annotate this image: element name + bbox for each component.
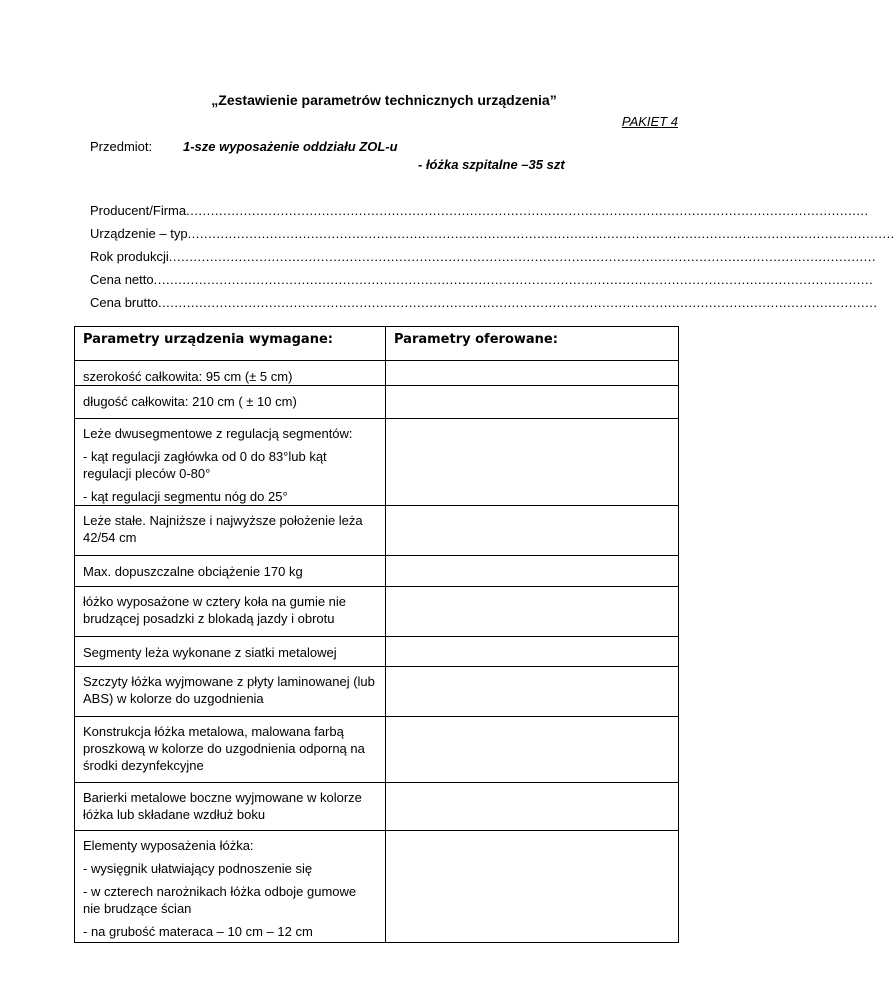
field-label: Urządzenie – typ xyxy=(90,226,188,241)
table-header-row xyxy=(75,327,679,361)
field-producer: Producent/Firma...................................................................................................................................................................... xyxy=(90,203,869,218)
subject-quantity: - łóżka szpitalne –35 szt xyxy=(418,157,565,172)
param-text: długość całkowita: 210 cm ( ± 10 cm) xyxy=(83,394,297,409)
offered-cell[interactable] xyxy=(386,419,679,506)
offered-cell[interactable] xyxy=(386,717,679,783)
offered-cell[interactable] xyxy=(386,386,679,419)
param-text: - w czterech narożnikach łóżka odboje gumowe nie brudzące ścian xyxy=(83,884,357,916)
param-text: - kąt regulacji zagłówka od 0 do 83°lub kąt regulacji pleców 0-80° xyxy=(83,449,327,481)
document-title: „Zestawienie parametrów technicznych urządzenia” xyxy=(211,92,557,108)
table-row xyxy=(75,361,679,386)
param-text: Leże stałe. Najniższe i najwyższe położenie leża 42/54 cm xyxy=(83,513,363,545)
required-cell xyxy=(75,419,386,506)
offered-cell[interactable] xyxy=(386,506,679,556)
table-row xyxy=(75,783,679,831)
table-row xyxy=(75,506,679,556)
required-cell xyxy=(75,717,386,783)
param-text: Elementy wyposażenia łóżka: xyxy=(83,838,254,853)
field-net-price: Cena netto............................................................................................................................................................................... xyxy=(90,272,874,287)
param-text: - wysięgnik ułatwiający podnoszenie się xyxy=(83,861,313,876)
param-text: Barierki metalowe boczne wyjmowane w kolorze łóżka lub składane wzdłuż boku xyxy=(83,790,362,822)
field-label: Rok produkcji xyxy=(90,249,169,264)
field-gross-price: Cena brutto............................................................................................................................................................................... xyxy=(90,295,878,310)
field-production-year: Rok produkcji............................................................................................................................................................................ xyxy=(90,249,876,264)
table-row xyxy=(75,637,679,667)
header-required: Parametry urządzenia wymagane: xyxy=(75,327,386,361)
required-cell xyxy=(75,783,386,831)
table-row xyxy=(75,831,679,943)
param-text: Leże dwusegmentowe z regulacją segmentów: xyxy=(83,426,353,441)
offered-cell[interactable] xyxy=(386,587,679,637)
param-text: - na grubość materaca – 10 cm – 12 cm xyxy=(83,924,313,939)
param-text: łóżko wyposażone w cztery koła na gumie nie brudzącej posadzki z blokadą jazdy i obrotu xyxy=(83,594,347,626)
required-cell xyxy=(75,506,386,556)
required-cell xyxy=(75,556,386,587)
offered-cell[interactable] xyxy=(386,783,679,831)
parameters-table xyxy=(74,326,679,943)
offered-cell[interactable] xyxy=(386,637,679,667)
required-cell xyxy=(75,667,386,717)
table-row xyxy=(75,587,679,637)
table-row xyxy=(75,386,679,419)
table-row xyxy=(75,717,679,783)
required-cell xyxy=(75,361,386,386)
subject-label: Przedmiot: xyxy=(90,139,153,154)
param-text: Konstrukcja łóżka metalowa, malowana farbą proszkową w kolorze do uzgodnienia odporną na środki dezynfekcyjne xyxy=(83,724,365,773)
offered-cell[interactable] xyxy=(386,667,679,717)
required-cell xyxy=(75,386,386,419)
table-row xyxy=(75,667,679,717)
field-device-type: Urządzenie – typ............................................................................................................................................................................ xyxy=(90,226,895,241)
table-row xyxy=(75,556,679,587)
subject-value: 1-sze wyposażenie oddziału ZOL-u xyxy=(183,139,398,154)
required-cell xyxy=(75,587,386,637)
param-text: - kąt regulacji segmentu nóg do 25° xyxy=(83,489,288,504)
param-text: szerokość całkowita: 95 cm (± 5 cm) xyxy=(83,369,293,384)
offered-cell[interactable] xyxy=(386,556,679,587)
param-text: Szczyty łóżka wyjmowane z płyty laminowanej (lub ABS) w kolorze do uzgodnienia xyxy=(83,674,375,706)
table-row xyxy=(75,419,679,506)
package-label: PAKIET 4 xyxy=(621,114,678,129)
required-cell xyxy=(75,637,386,667)
offered-cell[interactable] xyxy=(386,361,679,386)
field-label: Producent/Firma xyxy=(90,203,187,218)
required-cell xyxy=(75,831,386,943)
offered-cell[interactable] xyxy=(386,831,679,943)
header-offered: Parametry oferowane: xyxy=(386,327,679,361)
param-text: Segmenty leża wykonane z siatki metalowej xyxy=(83,645,337,660)
field-label: Cena brutto xyxy=(90,295,158,310)
field-label: Cena netto xyxy=(90,272,154,287)
param-text: Max. dopuszczalne obciążenie 170 kg xyxy=(83,564,303,579)
